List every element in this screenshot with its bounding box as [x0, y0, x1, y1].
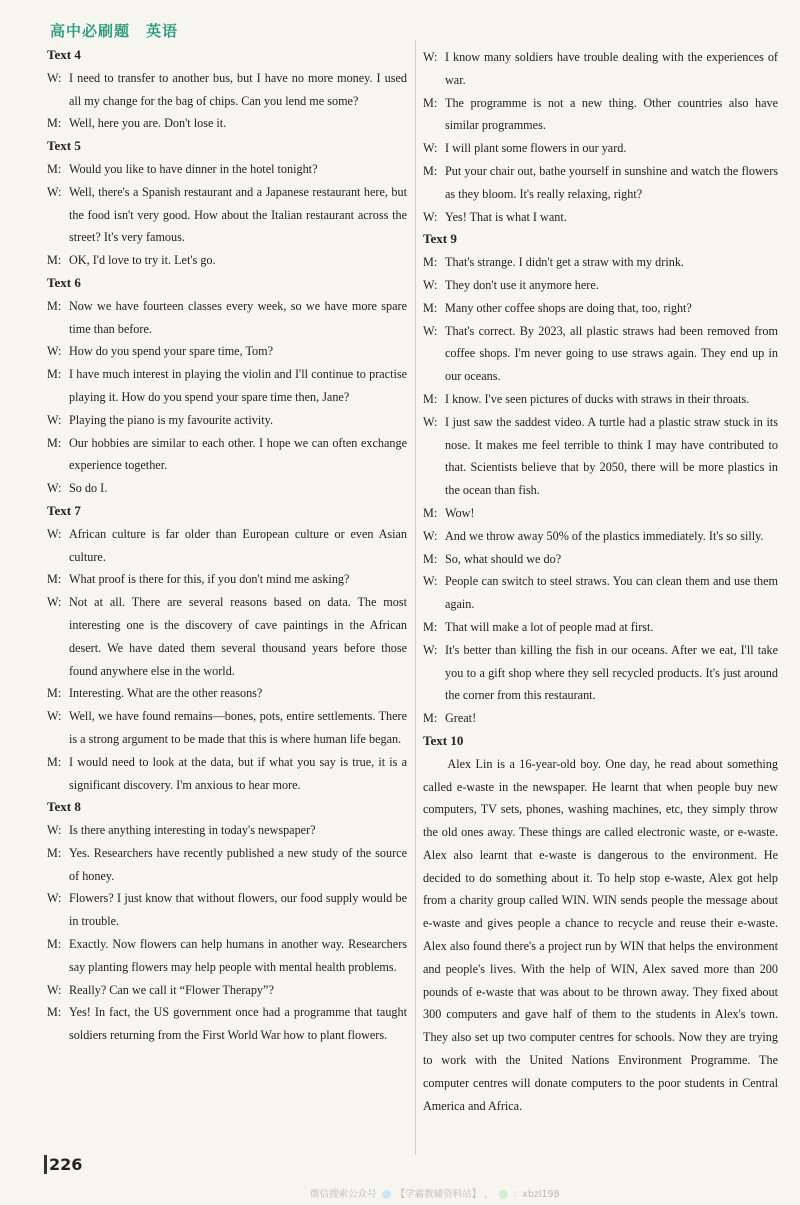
speaker-label: M:	[47, 253, 62, 268]
dialog-line	[423, 251, 778, 274]
utterance-text: That will make a lot of people mad at first.	[445, 619, 654, 634]
page-number: 226	[44, 1155, 82, 1174]
speaker-label: W:	[423, 277, 438, 292]
dialog-line	[47, 477, 407, 500]
dialog-line	[47, 682, 407, 705]
dialog-line	[47, 181, 407, 249]
speaker-label: M:	[423, 300, 438, 315]
utterance-text: How do you spend your spare time, Tom?	[69, 344, 274, 359]
footer-watermark	[310, 1186, 560, 1200]
speaker-label: M:	[47, 435, 62, 450]
utterance-text: Really? Can we call it “Flower Therapy”?	[69, 982, 274, 997]
utterance-text: And we throw away 50% of the plastics immediately. It's so silly.	[445, 528, 764, 543]
speaker-label: M:	[423, 163, 438, 178]
utterance-text: Yes. Researchers have recently published a new study of the source of honey.	[69, 845, 407, 883]
watermark-logo-icon	[382, 1190, 391, 1199]
dialog-line	[423, 639, 778, 707]
watermark-text-4: ：xbzl198	[512, 1189, 560, 1200]
speaker-label: W:	[47, 891, 62, 906]
column-divider	[415, 40, 416, 1155]
speaker-label: M:	[47, 937, 62, 952]
utterance-text: Our hobbies are similar to each other. I hope we can often exchange experience together.	[69, 435, 407, 473]
utterance-text: Many other coffee shops are doing that, too, right?	[445, 300, 692, 315]
utterance-text: What proof is there for this, if you don't mind me asking?	[69, 572, 350, 587]
dialog-line	[47, 409, 407, 432]
speaker-label: W:	[47, 344, 62, 359]
dialog-line	[423, 274, 778, 297]
utterance-text: Is there anything interesting in today's newspaper?	[69, 823, 316, 838]
dialog-line	[47, 158, 407, 181]
speaker-label: M:	[47, 161, 62, 176]
speaker-label: W:	[423, 574, 438, 589]
speaker-label: M:	[47, 572, 62, 587]
utterance-text: The programme is not a new thing. Other countries also have similar programmes.	[445, 95, 778, 133]
dialog-line	[423, 525, 778, 548]
speaker-label: W:	[47, 70, 62, 85]
dialog-line	[47, 363, 407, 409]
dialog-line	[423, 502, 778, 525]
utterance-text: Great!	[445, 711, 477, 726]
speaker-label: M:	[47, 298, 62, 313]
dialog-line	[47, 979, 407, 1002]
utterance-text: That's strange. I didn't get a straw with my drink.	[445, 255, 684, 270]
utterance-text: African culture is far older than European culture or even Asian culture.	[69, 526, 407, 564]
dialog-line	[423, 411, 778, 502]
speaker-label: W:	[423, 209, 438, 224]
speaker-label: W:	[47, 823, 62, 838]
dialog-line	[47, 67, 407, 113]
utterance-text: I will plant some flowers in our yard.	[445, 141, 627, 156]
utterance-text: Well, we have found remains—bones, pots, entire settlements. There is a strong argument to be made that this is where human life began.	[69, 709, 407, 746]
speaker-label: M:	[47, 367, 62, 382]
speaker-label: M:	[423, 255, 438, 270]
utterance-text: It's better than killing the fish in our oceans. After we eat, I'll take you to a gift shop where they sell recycled products. It's just around the corner from this restaurant.	[445, 642, 778, 703]
speaker-label: W:	[423, 414, 438, 429]
utterance-text: I would need to look at the data, but if what you say is true, it is a significant discovery. I'm anxious to hear more.	[69, 754, 407, 792]
dialog-line	[423, 92, 778, 138]
utterance-text: That's correct. By 2023, all plastic straws had been removed from coffee shops. I'm never going to use straws again. They end up in our oceans.	[445, 323, 778, 384]
speaker-label: M:	[423, 711, 438, 726]
utterance-text: People can switch to steel straws. You can clean them and use them again.	[445, 574, 778, 612]
speaker-label: M:	[423, 505, 438, 520]
watermark-text-2: 【学霸教辅资料站】	[395, 1189, 482, 1200]
section-heading: Text 7	[47, 502, 81, 518]
dialog-line	[47, 933, 407, 979]
speaker-label: W:	[47, 184, 62, 199]
speaker-label: M:	[47, 1005, 62, 1020]
speaker-label: W:	[47, 481, 62, 496]
utterance-text: Well, there's a Spanish restaurant and a Japanese restaurant here, but the food isn't very good. How about the Italian restaurant across the street? It's very famous.	[69, 184, 407, 245]
utterance-text: I just saw the saddest video. A turtle had a plastic straw stuck in its nose. It makes me feel terrible to think I may have contributed to that. Scientists believe that by 2050, there will be more plastics in the ocean than fish.	[445, 414, 778, 498]
utterance-text: OK, I'd love to try it. Let's go.	[69, 253, 216, 268]
dialog-line	[47, 568, 407, 591]
passage-paragraph: Alex Lin is a 16-year-old boy. One day, he read about something called e-waste in the newspaper. He learnt that when people buy new computers, TV sets, phones, washing machines, etc, they simply throw the old ones away. These things are called electronic waste, or e-waste. Alex also learnt that e-waste is dangerous to the environment. He decided to do something about it. To help stop e-waste, Alex got help from a charity group called WIN. WIN sends people the message about e-waste and gives people a chance to recycle and reuse their e-waste. Alex also found there's a project run by WIN that helps the environment and people's lives. With the help of WIN, Alex saved more than 200 pounds of e-waste that was about to be thrown away. They fixed about 300 computers and gave half of them to the students in Alex's town. They also set up two computer centres for schools. Now they are trying to work with the United Nations Environment Programme. The computer centres will donate computers to the poor students in Central America and Africa.	[423, 756, 778, 1113]
utterance-text: So, what should we do?	[445, 551, 562, 566]
header-title: 高中必刷题 英语	[50, 22, 179, 40]
speaker-label: W:	[47, 526, 62, 541]
section-heading: Text 5	[47, 138, 81, 154]
dialog-line	[423, 616, 778, 639]
dialog-line	[47, 523, 407, 569]
dialog-line	[47, 819, 407, 842]
dialog-line	[47, 887, 407, 933]
dialog-line	[423, 46, 778, 92]
speaker-label: W:	[47, 595, 62, 610]
speaker-label: W:	[423, 323, 438, 338]
section-heading: Text 6	[47, 274, 81, 290]
dialog-line	[423, 137, 778, 160]
utterance-text: Playing the piano is my favourite activity.	[69, 412, 273, 427]
speaker-label: W:	[423, 642, 438, 657]
dialog-line	[423, 388, 778, 411]
utterance-text: Now we have fourteen classes every week, so we have more spare time than before.	[69, 298, 407, 336]
speaker-label: M:	[423, 391, 438, 406]
utterance-text: I know. I've seen pictures of ducks with straws in their throats.	[445, 391, 750, 406]
dialog-line	[47, 751, 407, 797]
utterance-text: They don't use it anymore here.	[445, 277, 599, 292]
dialog-line	[423, 548, 778, 571]
section-heading: Text 4	[47, 47, 81, 62]
dialog-line	[47, 842, 407, 888]
utterance-text: Not at all. There are several reasons based on data. The most interesting one is the discovery of cave paintings in the African desert. We have dated them several thousand years before those found anywhere else in the world.	[69, 595, 407, 678]
left-column	[47, 44, 407, 1047]
dialog-line	[423, 297, 778, 320]
speaker-label: W:	[47, 982, 62, 997]
speaker-label: M:	[423, 95, 438, 110]
speaker-label: M:	[47, 845, 62, 860]
speaker-label: M:	[47, 754, 62, 769]
utterance-text: Yes! In fact, the US government once had a programme that taught soldiers returning from the First World War how to plant flowers.	[69, 1005, 407, 1043]
dialog-line	[47, 591, 407, 682]
utterance-text: Flowers? I just know that without flowers, our food supply would be in trouble.	[69, 891, 407, 929]
dialog-line	[423, 320, 778, 388]
section-heading: Text 10	[423, 732, 464, 748]
utterance-text: Put your chair out, bathe yourself in sunshine and watch the flowers as they bloom. It's really relaxing, right?	[445, 163, 778, 201]
dialog-line	[423, 206, 778, 229]
dialog-line	[47, 340, 407, 363]
dialog-line	[47, 295, 407, 341]
utterance-text: So do I.	[69, 481, 108, 496]
dialog-line	[47, 112, 407, 135]
watermark-text-3: ，	[484, 1189, 494, 1200]
dialog-line	[47, 432, 407, 478]
utterance-text: I need to transfer to another bus, but I have no more money. I used all my change for the bag of chips. Can you lend me some?	[69, 70, 407, 108]
dialog-line	[423, 707, 778, 730]
speaker-label: W:	[423, 528, 438, 543]
dialog-line	[47, 705, 407, 751]
utterance-text: I know many soldiers have trouble dealing with the experiences of war.	[445, 50, 778, 87]
utterance-text: Interesting. What are the other reasons?	[69, 686, 263, 701]
speaker-label: W:	[423, 141, 438, 156]
watermark-text-1: 微信搜索公众号	[310, 1189, 377, 1200]
dialog-line	[423, 160, 778, 206]
speaker-label: M:	[47, 116, 62, 131]
speaker-label: W:	[47, 412, 62, 427]
right-column	[423, 46, 778, 1117]
dialog-line	[47, 1001, 407, 1047]
speaker-label: M:	[423, 619, 438, 634]
utterance-text: Wow!	[445, 505, 475, 520]
speaker-label: W:	[47, 709, 62, 724]
speaker-label: M:	[47, 686, 62, 701]
utterance-text: Would you like to have dinner in the hotel tonight?	[69, 161, 318, 176]
speaker-label: W:	[423, 50, 438, 64]
utterance-text: I have much interest in playing the violin and I'll continue to practise playing it. How do you spend your spare time then, Jane?	[69, 367, 407, 404]
section-heading: Text 9	[423, 231, 457, 247]
speaker-label: M:	[423, 551, 438, 566]
section-heading: Text 8	[47, 799, 81, 815]
dialog-line	[423, 570, 778, 616]
watermark-wechat-icon	[499, 1190, 508, 1199]
utterance-text: Well, here you are. Don't lose it.	[69, 116, 227, 131]
utterance-text: Exactly. Now flowers can help humans in another way. Researchers say planting flowers may help people with mental health problems.	[69, 937, 407, 974]
utterance-text: Yes! That is what I want.	[445, 209, 567, 224]
dialog-line	[47, 249, 407, 272]
